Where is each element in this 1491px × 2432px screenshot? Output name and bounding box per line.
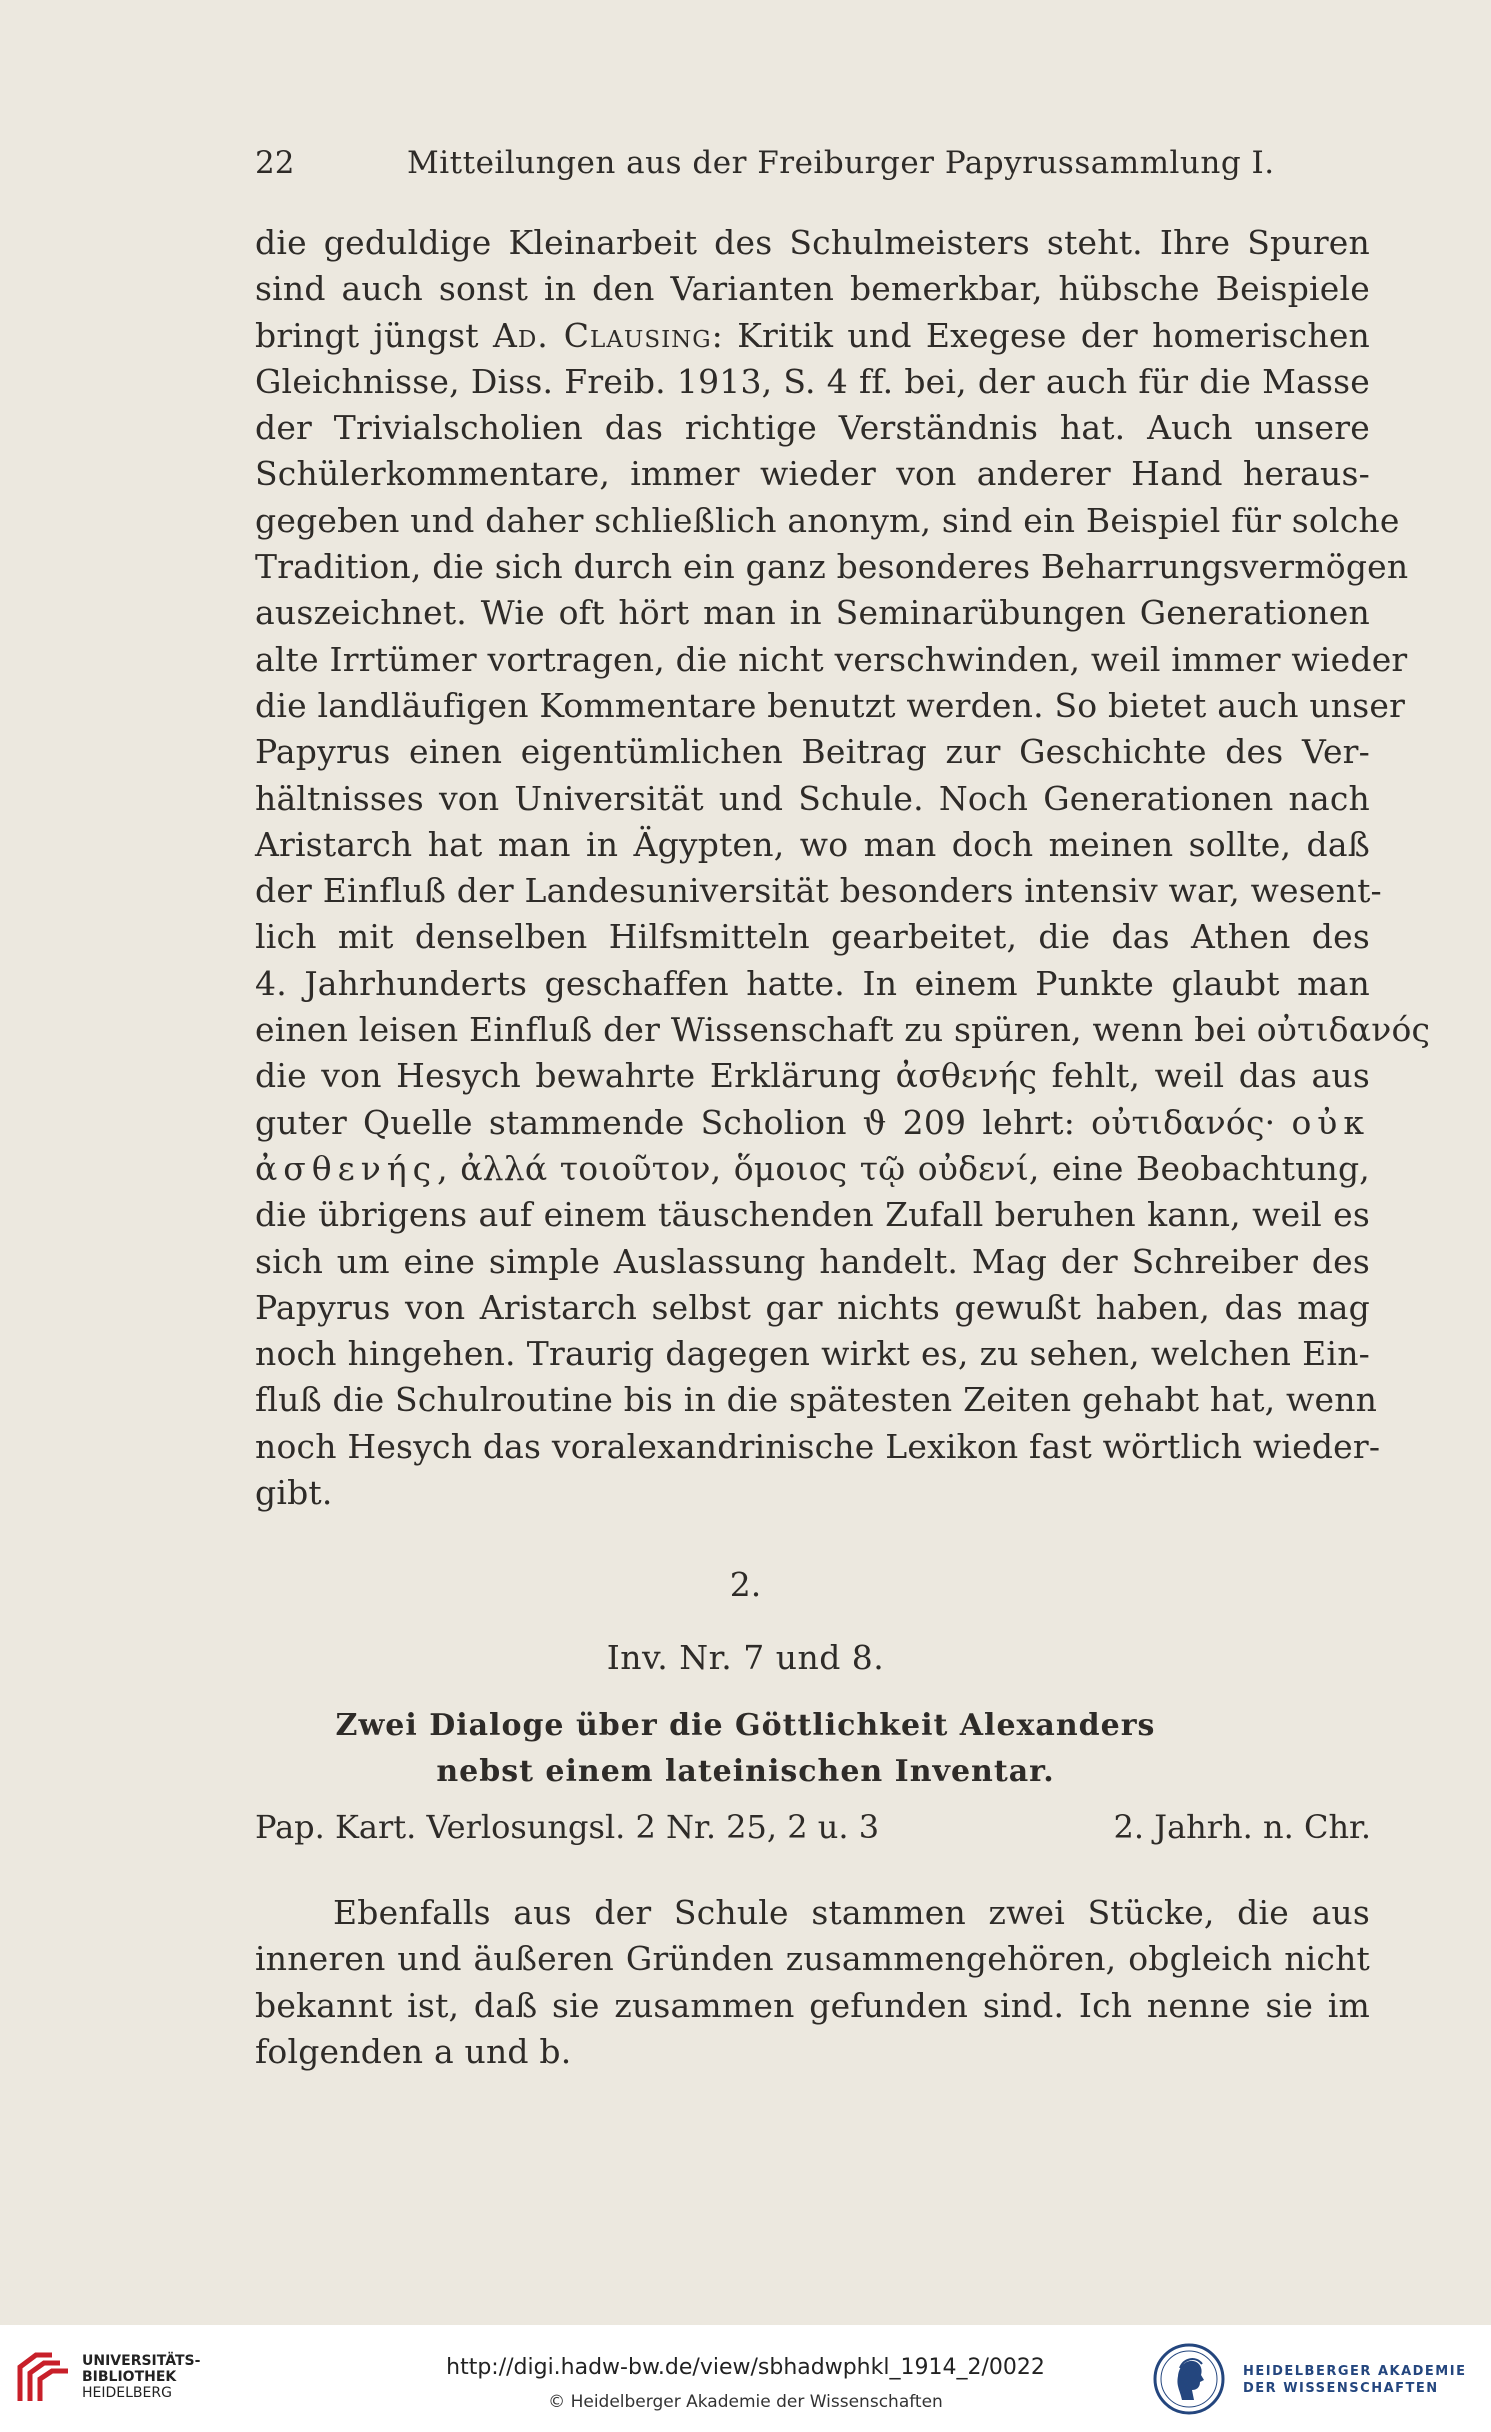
- text-line: der Trivialscholien das richtige Verständnis hat. Auch unsere: [255, 408, 1370, 448]
- academy-name: [1243, 2363, 1466, 2397]
- ub-line: BIBLIOTHEK: [82, 2369, 177, 2385]
- text-line: Papyrus von Aristarch selbst gar nichts gewußt haben, das mag: [255, 1287, 1370, 1327]
- text-line: [255, 1100, 1370, 1146]
- text-line: 4. Jahrhunderts geschaffen hatte. In einem Punkte glaubt man: [255, 963, 1370, 1003]
- text-fragment: guter Quelle stammende Scholion ϑ 209 lehrt: οὐτιδανός·: [255, 1102, 1276, 1142]
- text-line: inneren und äußeren Gründen zusammengehören, obgleich nicht: [255, 1939, 1370, 1979]
- papyrus-date: 2. Jahrh. n. Chr.: [1113, 1808, 1371, 1846]
- academy-line: HEIDELBERGER AKADEMIE: [1243, 2364, 1467, 2379]
- text-line: Schülerkommentare, immer wieder von anderer Hand heraus-: [255, 454, 1370, 494]
- academy-seal-icon[interactable]: [1152, 2342, 1226, 2416]
- paragraph-1: [255, 220, 1431, 1516]
- spaced-greek: οὐκ: [1291, 1102, 1370, 1142]
- text-line: auszeichnet. Wie oft hört man in Seminarübungen Generationen: [255, 593, 1370, 633]
- text-line: Ebenfalls aus der Schule stammen zwei Stücke, die aus: [333, 1893, 1370, 1932]
- spaced-greek: ἀσθενής: [255, 1148, 438, 1188]
- viewer-footer: [0, 2325, 1491, 2432]
- text-line: bekannt ist, daß sie zusammen gefunden sind. Ich nenne sie im: [255, 1985, 1370, 2025]
- papyrus-reference: Pap. Kart. Verlosungsl. 2 Nr. 25, 2 u. 3: [255, 1808, 880, 1846]
- text-line: einen leisen Einfluß der Wissenschaft zu spüren, wenn bei οὐτιδανός: [255, 1010, 1431, 1050]
- text-line: hältnisses von Universität und Schule. Noch Generationen nach: [255, 778, 1370, 818]
- permalink-url[interactable]: http://digi.hadw-bw.de/view/sbhadwphkl_1914_2/0022: [446, 2355, 1045, 2380]
- text-line: gegeben und daher schließlich anonym, sind ein Beispiel für solche: [255, 500, 1400, 540]
- text-line: Tradition, die sich durch ein ganz besonderes Beharrungsvermögen: [255, 547, 1409, 587]
- paragraph-2: [255, 1890, 1370, 2075]
- text-line: noch Hesych das voralexandrinische Lexikon fast wörtlich wieder-: [255, 1426, 1381, 1466]
- text-line: lich mit denselben Hilfsmitteln gearbeitet, die das Athen des: [255, 917, 1370, 957]
- inventory-number: Inv. Nr. 7 und 8.: [606, 1638, 885, 1677]
- section-number: 2.: [729, 1565, 762, 1604]
- copyright-notice: © Heidelberger Akademie der Wissenschaften: [548, 2392, 943, 2412]
- text-line: noch hingehen. Traurig dagegen wirkt es, zu sehen, welchen Ein-: [255, 1334, 1370, 1374]
- text-line: [255, 313, 1370, 359]
- text-line: der Einfluß der Landesuniversität besonders intensiv war, wesent-: [255, 871, 1382, 911]
- text-line: die von Hesych bewahrte Erklärung ἀσθενής fehlt, weil das aus: [255, 1056, 1370, 1096]
- section-heading: [0, 1703, 1491, 1795]
- text-line: Papyrus einen eigentümlichen Beitrag zur Geschichte des Ver-: [255, 732, 1370, 772]
- ub-line: UNIVERSITÄTS-: [82, 2353, 201, 2369]
- text-line: [255, 1146, 1370, 1192]
- text-line: gibt.: [255, 1473, 333, 1513]
- text-line: fluß die Schulroutine bis in die spätesten Zeiten gehabt hat, wenn: [255, 1380, 1378, 1420]
- page-number: 22: [255, 145, 295, 181]
- text-fragment: bringt jüngst: [255, 315, 479, 355]
- text-fragment: , ἀλλά τοιοῦτον, ὅμοιος τῷ οὐδενί, eine Beobachtung,: [437, 1148, 1370, 1188]
- heading-line: Zwei Dialoge über die Göttlichkeit Alexanders: [335, 1708, 1156, 1743]
- running-title: Mitteilungen aus der Freiburger Papyrussammlung I.: [407, 145, 1275, 181]
- text-line: sind auch sonst in den Varianten bemerkbar, hübsche Beispiele: [255, 269, 1370, 309]
- heading-line: nebst einem lateinischen Inventar.: [436, 1754, 1055, 1789]
- page-header: [255, 145, 1370, 195]
- academy-line: DER WISSENSCHAFTEN: [1243, 2381, 1439, 2396]
- text-line: sich um eine simple Auslassung handelt. Mag der Schreiber des: [255, 1241, 1370, 1281]
- ub-line: HEIDELBERG: [82, 2385, 172, 2401]
- text-line: Gleichnisse, Diss. Freib. 1913, S. 4 ff. bei, der auch für die Masse: [255, 361, 1370, 401]
- author-name: Ad. Clausing: [493, 315, 712, 355]
- text-line: die landläufigen Kommentare benutzt werden. So bietet auch unser: [255, 685, 1406, 725]
- text-line: folgenden a und b.: [255, 2031, 572, 2071]
- text-line: alte Irrtümer vortragen, die nicht verschwinden, weil immer wieder: [255, 639, 1408, 679]
- text-line: die übrigens auf einem täuschenden Zufall beruhen kann, weil es: [255, 1195, 1370, 1235]
- text-fragment: : Kritik und Exegese der homerischen: [711, 315, 1370, 355]
- text-line: Aristarch hat man in Ägypten, wo man doch meinen sollte, daß: [255, 824, 1370, 864]
- text-line: die geduldige Kleinarbeit des Schulmeisters steht. Ihre Spuren: [255, 223, 1370, 262]
